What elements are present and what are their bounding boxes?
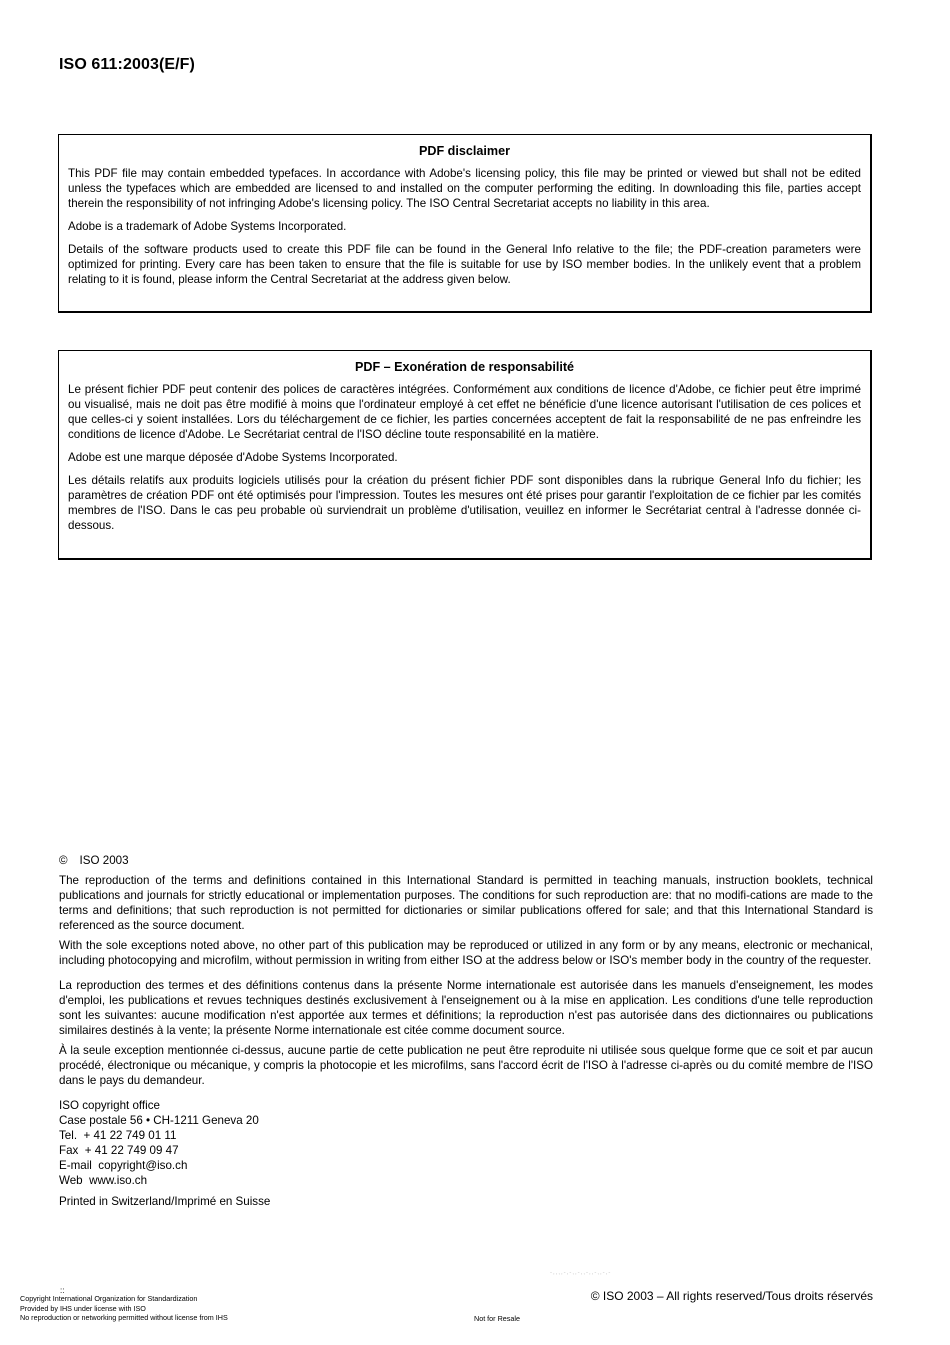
contact-line: Case postale 56 • CH-1211 Geneva 20 xyxy=(59,1114,259,1127)
footer-copyright: © ISO 2003 – All rights reserved/Tous droits réservés xyxy=(590,1289,873,1303)
printed-in: Printed in Switzerland/Imprimé en Suisse xyxy=(59,1195,271,1208)
footer-license-line: No reproduction or networking permitted without license from IHS xyxy=(20,1313,228,1322)
footer-not-for-resale: Not for Resale xyxy=(474,1314,520,1323)
footer-license-line: Copyright International Organization for Standardization xyxy=(20,1294,198,1303)
footer-license-line: Provided by IHS under license with ISO xyxy=(20,1303,146,1313)
pdf-disclaimer-box-en xyxy=(58,134,872,313)
disclaimer-paragraph-en: Details of the software products used to create this PDF file can be found in the General Info relative to the file; the PDF-creation parameters were optimized for printing. Every care has been taken to ensure that the file is suitable for use by ISO member bodies. In the unlikely event that a problem relating to it is found, please inform the Central Secretariat at the address given below. xyxy=(68,243,861,286)
contact-web[interactable]: Web www.iso.ch xyxy=(59,1174,148,1187)
disclaimer-title-fr: PDF – Exonération de responsabilité xyxy=(354,360,575,374)
copyright-paragraph: La reproduction des termes et des définitions contenus dans la présente Norme internationale est autorisée dans les manuels d'enseignement, les modes d'emploi, les publications et revues techniques destinés exclusivement à l'enseignement ou à la mise en application. Les conditions d'une telle reproduction sont les suivantes: aucune modification n'est apportée aux termes et définitions; la reproduction n'est pas autorisée dans des dictionnaires ou publications similaires destinés à la vente; la présente Norme internationale est citée comme document source. xyxy=(59,979,873,1037)
footer-faint-marks: -,,,,-,-,,-,,-,,-,,-,- xyxy=(550,1270,612,1276)
copyright-paragraph: With the sole exceptions noted above, no other part of this publication may be reproduced or utilized in any form or by any means, electronic or mechanical, including photocopying and microfilm, without permission in writing from either ISO at the address below or ISO's member body in the country of the requester. xyxy=(59,939,873,967)
footer-dots: :: xyxy=(60,1286,65,1295)
page-header-title: ISO 611:2003(E/F) xyxy=(59,56,195,73)
disclaimer-paragraph-en: Adobe is a trademark of Adobe Systems Incorporated. xyxy=(68,220,347,233)
contact-phone: Tel. + 41 22 749 01 11 xyxy=(59,1129,177,1142)
copyright-line xyxy=(59,853,873,868)
copyright-section xyxy=(59,853,873,1209)
pdf-disclaimer-box-fr xyxy=(58,350,872,560)
disclaimer-paragraph-en: This PDF file may contain embedded typefaces. In accordance with Adobe's licensing policy, this file may be printed or viewed but shall not be edited unless the typefaces which are embedded are licensed to and installed on the computer performing the editing. In downloading this file, parties accept therein the responsibility of not infringing Adobe's licensing policy. The ISO Central Secretariat accepts no liability in this area. xyxy=(68,167,861,210)
disclaimer-title-en: PDF disclaimer xyxy=(419,144,510,158)
footer-license-notice xyxy=(20,1288,228,1323)
contact-email[interactable]: E-mail copyright@iso.ch xyxy=(59,1159,188,1172)
copyright-icon: © xyxy=(59,854,68,867)
contact-line: ISO copyright office xyxy=(59,1099,160,1112)
disclaimer-paragraph-fr: Adobe est une marque déposée d'Adobe Systems Incorporated. xyxy=(68,451,398,464)
copyright-paragraph: À la seule exception mentionnée ci-dessus, aucune partie de cette publication ne peut être reproduite ni utilisée sous quelque forme que ce soit et par aucun procédé, électronique ou mécanique, y compris la photocopie et les microfilms, sans l'accord écrit de l'ISO à l'adresse ci-après ou du comité membre de l'ISO dans le pays du demandeur. xyxy=(59,1044,873,1087)
contact-fax: Fax + 41 22 749 09 47 xyxy=(59,1144,179,1157)
disclaimer-paragraph-fr: Le présent fichier PDF peut contenir des polices de caractères intégrées. Conformément aux conditions de licence d'Adobe, ce fichier peut être imprimé ou visualisé, mais ne doit pas être modifié à moins que l'ordinateur employé à cet effet ne bénéficie d'une licence autorisant l'utilisation de ces polices et que celles-ci y soient installées. Lors du téléchargement de ce fichier, les parties concernées acceptent de fait la responsabilité de ne pas enfreindre les conditions de licence d'Adobe. Le Secrétariat central de l'ISO décline toute responsabilité en la matière. xyxy=(68,383,861,441)
contact-address xyxy=(59,1098,873,1188)
disclaimer-paragraph-fr: Les détails relatifs aux produits logiciels utilisés pour la création du présent fichier PDF sont disponibles dans la rubrique General Info du fichier; les paramètres de création PDF ont été optimisés pour l'impression. Toutes les mesures ont été prises pour garantir l'exploitation de ce fichier par les comités membres de l'ISO. Dans le cas peu probable où surviendrait un problème d'utilisation, veuillez en informer le Secrétariat central à l'adresse donnée ci-dessous. xyxy=(68,474,861,532)
copyright-year: ISO 2003 xyxy=(79,854,129,867)
copyright-paragraph: The reproduction of the terms and definitions contained in this International Standard is permitted in teaching manuals, instruction booklets, technical publications and journals for strictly educational or implementation purposes. The conditions for such reproduction are: that no modifi-cations are made to the terms and definitions; that such reproduction is not permitted for dictionaries or similar publications offered for sale; and that this International Standard is referenced as the source document. xyxy=(59,874,873,932)
